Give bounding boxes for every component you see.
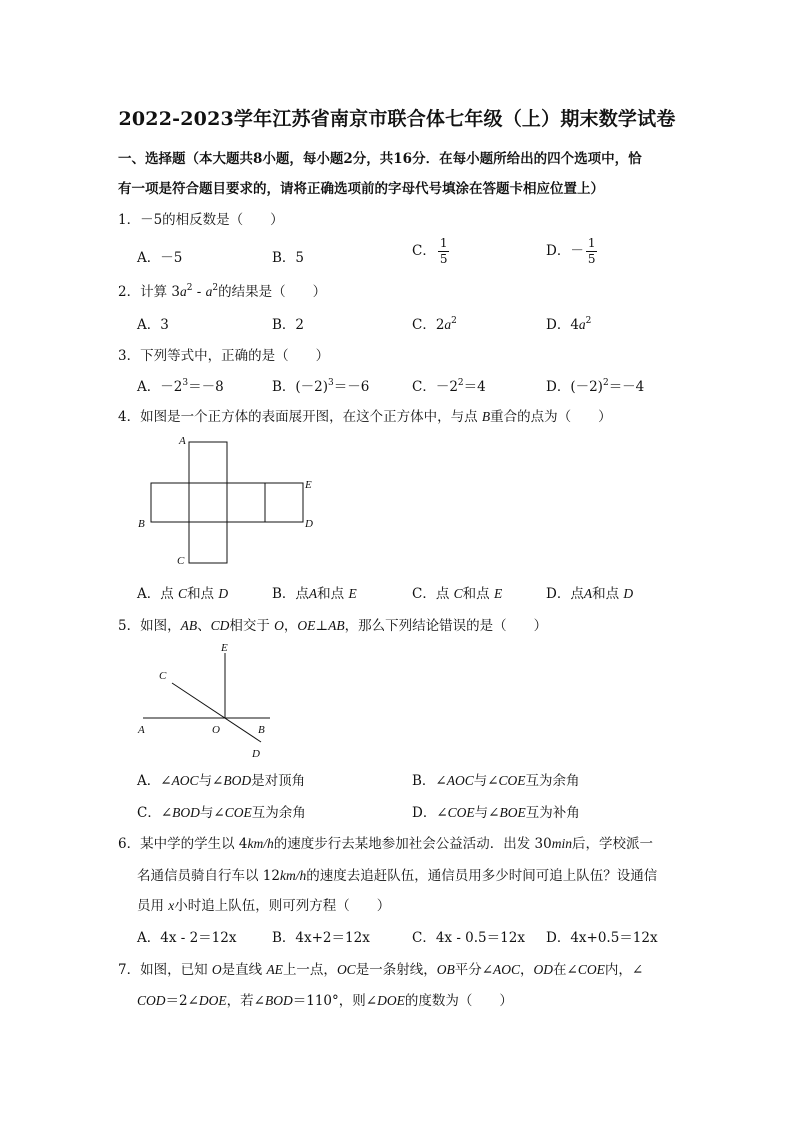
q1-fraction-d: $\frac{1}{5}$ xyxy=(587,236,596,266)
q3-option-a: A．$-2^3=-8$ xyxy=(137,378,224,395)
net-square-1 xyxy=(151,483,189,522)
cube-net-figure xyxy=(130,430,330,570)
q6-stem-line3: 员用 x小时追上队伍，则可列方程（ ） xyxy=(137,898,391,914)
q6-option-d: D．4x+0.5＝12x xyxy=(546,930,658,946)
q5-option-b: B．∠AOC与∠COE互为余角 xyxy=(412,773,580,789)
q7-stem-line2: COD＝2∠DOE，若∠BOD＝110°，则∠DOE的度数为（ ） xyxy=(137,993,513,1009)
net-label-d: D xyxy=(305,518,313,530)
q3-option-d: D．$(-2)^2=-4$ xyxy=(546,378,645,395)
q1-fraction-c: $\frac{1}{5}$ xyxy=(439,236,448,266)
q6-option-b: B．4x+2＝12x xyxy=(272,930,370,946)
q6-option-c: C．4x - 0.5＝12x xyxy=(412,930,525,946)
net-label-c: C xyxy=(177,555,185,567)
q1-option-b: B．5 xyxy=(272,250,305,266)
q2-stem: 2．计算 $3a^2 - a^2$的结果是（ ） xyxy=(118,283,327,300)
net-label-b: B xyxy=(138,518,145,530)
section-instructions-line2: 有一项是符合题目要求的，请将正确选项前的字母代号填涂在答题卡相应位置上） xyxy=(118,181,604,197)
net-square-4 xyxy=(265,483,303,522)
net-label-a: A xyxy=(179,435,186,447)
q1-option-a: A．－5 xyxy=(137,250,183,266)
fig-label-o: O xyxy=(212,724,220,736)
q4-stem: 4．如图是一个正方体的表面展开图，在这个正方体中，与点 B重合的点为（ ） xyxy=(118,409,612,425)
q6-stem-line1: 6．某中学的学生以 4km/h的速度步行去某地参加社会公益活动．出发 30min后，学校派一 xyxy=(118,836,653,852)
q3-option-c: C．$-2^2=4$ xyxy=(412,378,486,395)
q2-option-b: B．2 xyxy=(272,317,305,333)
section-instructions-line1: 一、选择题（本大题共8小题，每小题2分，共16分．在每小题所给出的四个选项中，恰 xyxy=(118,151,642,167)
q3-option-b: B．$(-2)^3=-6$ xyxy=(272,378,370,395)
q6-option-a: A．4x - 2＝12x xyxy=(137,930,237,946)
fig-label-e: E xyxy=(221,642,228,654)
q2-option-c: C．$2a^2$ xyxy=(412,316,457,333)
q5-stem: 5．如图，AB、CD相交于 O，OE⊥AB，那么下列结论错误的是（ ） xyxy=(118,618,548,634)
q4-option-c: C．点 C和点 E xyxy=(412,586,503,602)
fig-label-a: A xyxy=(138,724,145,736)
fig-label-c: C xyxy=(159,670,167,682)
q1-option-d: D．－ $\frac{1}{5}$ xyxy=(546,236,596,266)
page-title: 2022-2023学年江苏省南京市联合体七年级（上）期末数学试卷 xyxy=(118,108,676,130)
q1-stem: 1．－5的相反数是（ ） xyxy=(118,212,284,228)
fig-label-b: B xyxy=(258,724,265,736)
net-square-3 xyxy=(227,483,265,522)
net-square-top xyxy=(189,442,227,483)
q3-stem: 3．下列等式中，正确的是（ ） xyxy=(118,348,330,364)
q1-option-c: C． $\frac{1}{5}$ xyxy=(412,236,448,266)
q7-stem-line1: 7．如图，已知 O是直线 AE上一点，OC是一条射线，OB平分∠AOC，OD在∠COE内，∠ xyxy=(118,962,644,978)
net-label-e: E xyxy=(305,479,312,491)
q5-option-c: C．∠BOD与∠COE互为余角 xyxy=(137,805,306,821)
fig-label-d: D xyxy=(252,748,260,760)
q4-option-b: B．点A和点 E xyxy=(272,586,357,602)
q2-option-a: A．3 xyxy=(137,317,169,333)
intersecting-lines-figure xyxy=(130,636,280,766)
q4-option-d: D．点A和点 D xyxy=(546,586,634,602)
q2-option-d: D．$4a^2$ xyxy=(546,316,592,333)
q6-stem-line2: 名通信员骑自行车以 12km/h的速度去追赶队伍，通信员用多少时间可追上队伍？设通信 xyxy=(137,868,658,884)
q5-option-d: D．∠COE与∠BOE互为补角 xyxy=(412,805,580,821)
net-square-2 xyxy=(189,483,227,522)
q4-option-a: A．点 C和点 D xyxy=(137,586,229,602)
q5-option-a: A．∠AOC与∠BOD是对顶角 xyxy=(137,773,306,789)
net-square-bottom xyxy=(189,522,227,563)
